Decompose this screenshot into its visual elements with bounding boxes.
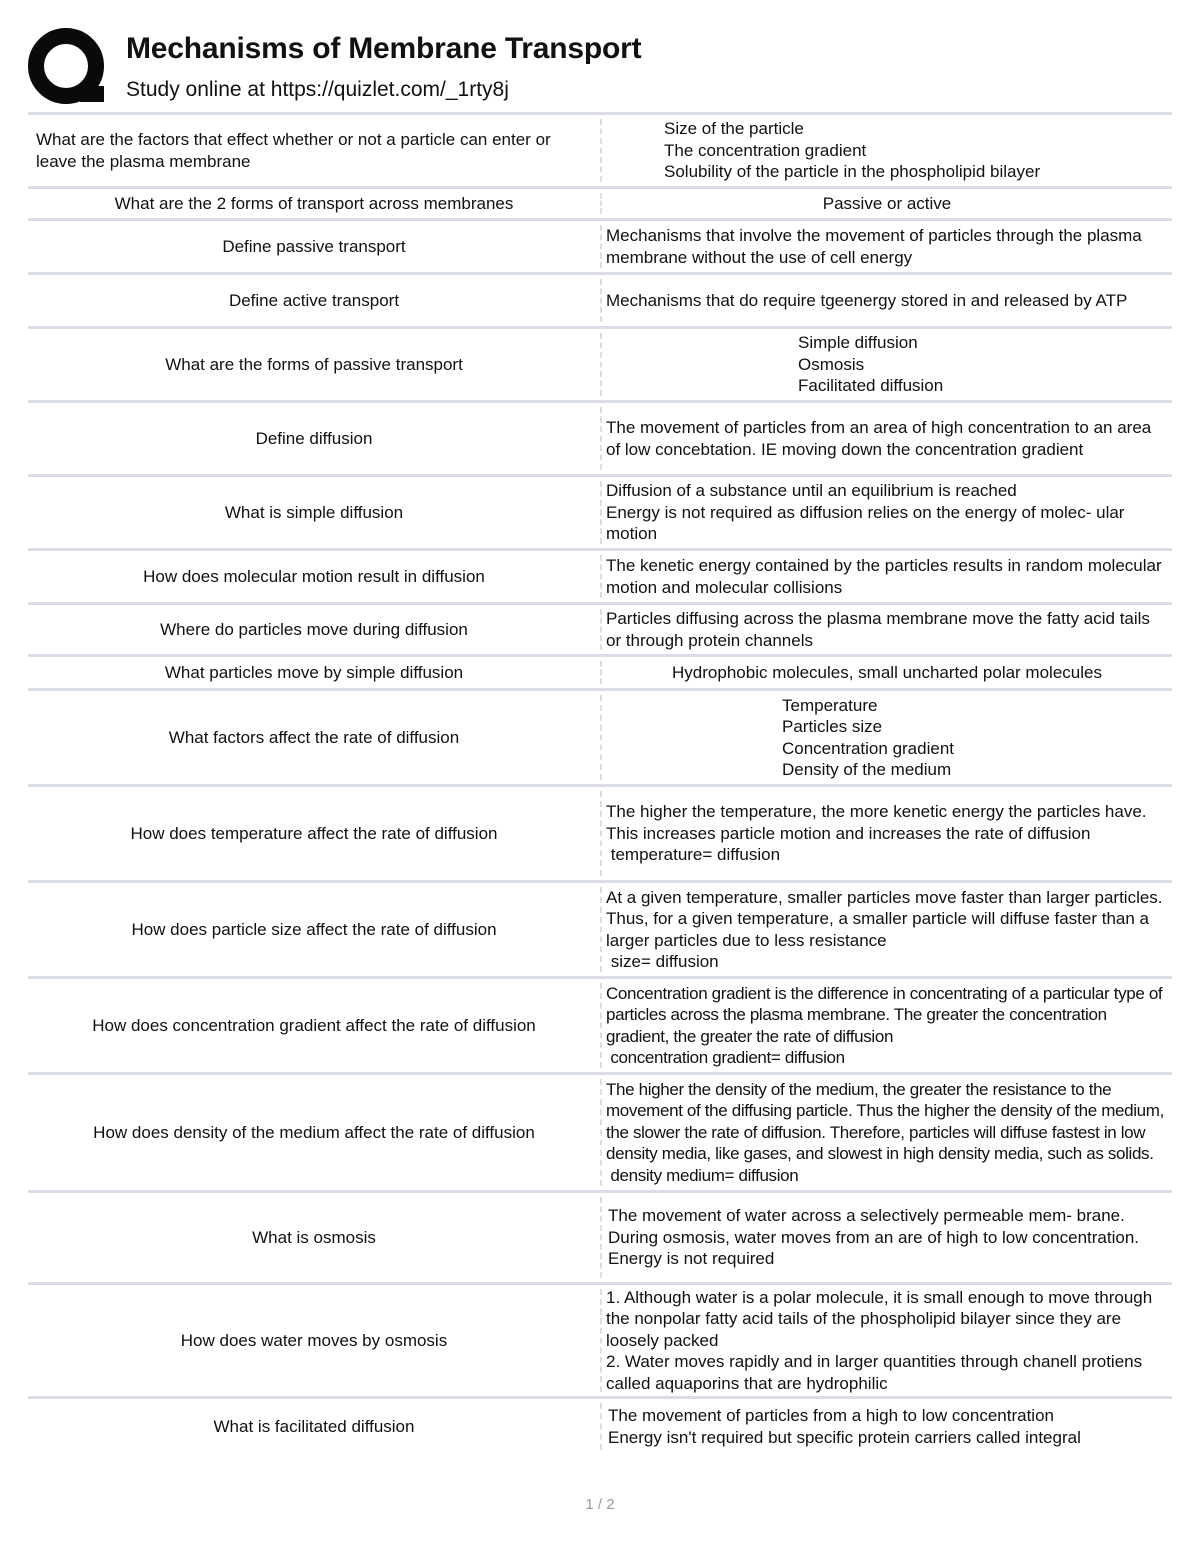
flashcard-term [28,1075,600,1190]
term-text: What is facilitated diffusion [213,1416,415,1436]
definition-line: The higher the density of the medium, the greater the resistance to the movement of the diffusing particle. Thus the higher the density of the medium, the slower the rate of diffusion. Therefore, particles will diffuse fastest in low density media, like gases, and slowest in high density media, such as solids. [606,1079,1169,1164]
flashcard-row [28,112,1172,186]
term-text: How does particle size affect the rate of diffusion [131,919,497,939]
flashcard-row [28,1072,1172,1190]
flashcard-definition [602,115,1172,186]
flashcard-row [28,186,1172,218]
flashcard-row [28,1396,1172,1454]
page-indicator: 1 / 2 [585,1496,615,1513]
definition-line: The concentration gradient [664,140,867,160]
flashcard-row [28,654,1172,688]
definition-line: The movement of particles from a high to low concentration [608,1406,1054,1425]
flashcard-definition [602,189,1172,218]
term-text: How does density of the medium affect the rate of diffusion [93,1122,535,1142]
definition-line: Passive or active [822,193,952,213]
flashcard-term [28,1193,600,1282]
flashcard-term [28,657,600,688]
flashcard-term [28,189,600,218]
definition-line: Particles size [782,717,883,736]
flashcard-definition [602,883,1172,976]
definition-line: Energy is not required as diffusion relies on the energy of molec- ular motion [606,502,1130,544]
flashcard-definition [602,329,1172,400]
definition-line: Concentration gradient [782,738,955,758]
term-text: What particles move by simple diffusion [164,662,464,682]
definition-line: Energy isn't required but specific protein carriers called integral [608,1427,1081,1447]
flashcard-term [28,979,600,1072]
study-link-text: Study online at https://quizlet.com/_1rty8j [126,78,509,101]
definition-line: Concentration gradient is the difference in concentrating of a particular type of particles across the plasma membrane. The greater the concentration gradient, the greater the rate of diffusion [606,983,1167,1046]
flashcard-definition [602,477,1172,548]
flashcard-definition [602,1285,1172,1396]
definition-line: density medium= diffusion [606,1165,799,1185]
flashcard-definition [602,221,1172,272]
flashcard-definition [602,551,1172,602]
term-text: How does water moves by osmosis [180,1330,448,1350]
flashcard-term [28,221,600,272]
flashcard-term [28,883,600,976]
definition-line: Facilitated diffusion [798,376,944,396]
definition-line: The higher the temperature, the more kenetic energy the particles have. This increases particle motion and increases the rate of diffusion [606,802,1151,843]
flashcard-definition [602,275,1172,326]
flashcard-definition [602,1075,1172,1190]
term-text: Define diffusion [255,428,373,448]
term-text: What are the 2 forms of transport across membranes [114,193,514,213]
definition-line: The movement of water across a selectively permeable mem- brane. During osmosis, water moves from an are of high to low concentration. Energy is not required [608,1206,1144,1269]
flashcard-definition [602,403,1172,474]
flashcard-definition [602,979,1172,1072]
definition-line: size= diffusion [606,952,719,971]
definition-line: 1. Although water is a polar molecule, it is small enough to move through the nonpolar fatty acid tails of the phospholipid bilayer since they are loosely packed [606,1287,1157,1350]
definition-line: temperature= diffusion [606,845,781,865]
flashcard-term [28,551,600,602]
flashcard-term [28,1285,600,1396]
term-text: What are the factors that effect whether or not a particle can enter or leave the plasma membrane [36,130,551,171]
definition-line: Solubility of the particle in the phospholipid bilayer [664,162,1041,182]
term-text: How does molecular motion result in diffusion [143,566,485,586]
definition-line: Particles diffusing across the plasma membrane move the fatty acid tails or through protein channels [606,609,1155,650]
page-title: Mechanisms of Membrane Transport [126,32,642,65]
flashcard-row [28,784,1172,880]
flashcard-definition [602,691,1172,784]
definition-line: The movement of particles from an area of high concentration to an area of low concebtation. IE moving down the concentration gradient [606,418,1156,459]
flashcard-row [28,474,1172,548]
flashcard-term [28,329,600,400]
flashcard-term [28,275,600,326]
flashcard-term [28,477,600,548]
term-text: What is osmosis [252,1227,376,1247]
term-text: What are the forms of passive transport [165,354,463,374]
flashcard-definition [602,605,1172,654]
flashcard-row [28,326,1172,400]
term-text: Define passive transport [222,236,406,256]
flashcard-definition [602,787,1172,880]
flashcard-definition [602,657,1172,688]
flashcard-row [28,400,1172,474]
flashcard-row [28,1282,1172,1396]
flashcard-row [28,880,1172,976]
term-text: How does concentration gradient affect the rate of diffusion [92,1015,536,1035]
definition-line: At a given temperature, smaller particles move faster than larger particles. Thus, for a given temperature, a smaller particle will diffuse faster than a larger particles due to less resistance [606,887,1167,950]
flashcard-row [28,218,1172,272]
term-text: How does temperature affect the rate of diffusion [130,823,498,843]
term-text: Where do particles move during diffusion [160,619,468,639]
page-header [28,28,1178,108]
term-text: What is simple diffusion [224,502,404,522]
flashcard-term [28,605,600,654]
definition-line: Temperature [782,695,878,715]
quizlet-q-logo-icon [28,28,108,108]
definition-line: 2. Water moves rapidly and in larger quantities through chanell protiens called aquaporins that are hydrophilic [606,1352,1147,1393]
definition-line: Mechanisms that do require tgeenergy stored in and released by ATP [606,290,1128,310]
definition-line: concentration gradient= diffusion [606,1048,845,1067]
flashcard-term [28,403,600,474]
term-text: What factors affect the rate of diffusion [168,727,460,747]
definition-line: Density of the medium [782,760,952,779]
flashcard-row [28,272,1172,326]
definition-line: Diffusion of a substance until an equilibrium is reached [606,481,1017,501]
flashcard-row [28,1190,1172,1282]
flashcard-term [28,115,600,186]
flashcard-term [28,691,600,784]
definition-line: Size of the particle [664,119,804,139]
flashcard-row [28,688,1172,784]
definition-line: Simple diffusion [798,333,918,353]
flashcard-row [28,602,1172,654]
flashcard-term [28,787,600,880]
flashcard-term [28,1399,600,1454]
flashcard-definition [602,1399,1172,1454]
flashcard-row [28,976,1172,1072]
flashcard-list [28,112,1172,1454]
definition-line: The kenetic energy contained by the particles results in random molecular motion and molecular collisions [606,556,1167,597]
definition-line: Hydrophobic molecules, small uncharted polar molecules [672,662,1102,682]
term-text: Define active transport [228,290,400,310]
flashcard-definition [602,1193,1172,1282]
definition-line: Mechanisms that involve the movement of particles through the plasma membrane without the use of cell energy [606,226,1147,267]
flashcard-row [28,548,1172,602]
definition-line: Osmosis [798,354,865,374]
